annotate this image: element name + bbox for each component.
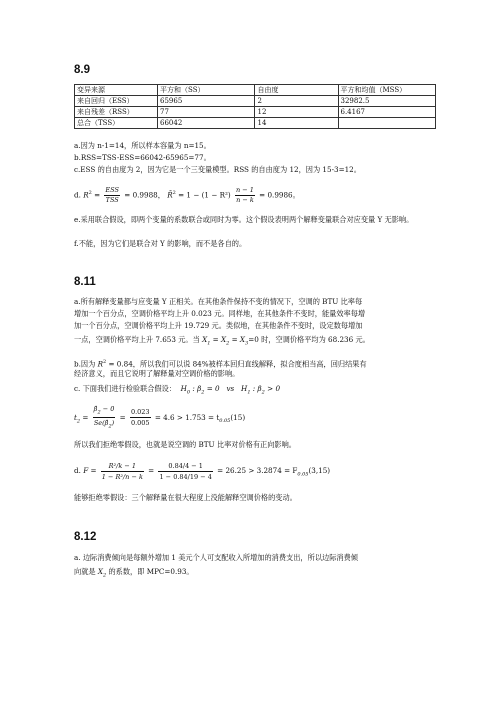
answer-text: b.因为 xyxy=(74,359,96,369)
answer-8-11-c-line2: 所以我们拒绝零假设，也就是说空调的 BTU 比率对价格有正向影响。 xyxy=(74,440,296,449)
formula-x2-symbol: $X_2$ xyxy=(97,567,107,579)
formula-denominator: $Se(\betâ_2)$ xyxy=(93,419,115,430)
formula-t-result: = 4.6 > 1.753 = t xyxy=(154,412,220,422)
formula-adj-r2-symbol: R̄ xyxy=(167,190,173,200)
section-heading-8-12: 8.12 xyxy=(74,531,97,543)
formula-f-symbol: F xyxy=(83,466,89,475)
answer-8-9-f: f.不能，因为它们是联合对 Y 的影响，而不是各自的。 xyxy=(74,239,247,248)
table-cell: 14 xyxy=(255,118,338,129)
answer-8-11-c-tstat: $t_2$ = $\frac{\betâ_2 - 0}{Se(\betâ_2)}$ = $\frac{0.023}{0.005}$ = $4.6 > 1.753 = t_{0.05}(15)$ xyxy=(74,405,246,430)
formula-label: d. xyxy=(74,190,81,200)
formula-t-symbol: $t_2$ xyxy=(74,412,81,425)
formula-denominator: TSS xyxy=(105,195,119,204)
table-cell: 77 xyxy=(158,107,255,118)
table-header-row xyxy=(75,85,436,96)
formula-f-values-fraction xyxy=(158,461,212,482)
answer-8-9-d: d. $R^2$ = $\frac{\text{ESS}}{\text{TSS}}$ = 0.9988， R̄$^2$ = 1 − (1 − R²) $\frac{n - 1}{n - k}$ = 0.9986。 xyxy=(74,185,300,204)
table-cell: 2 xyxy=(255,96,338,107)
formula-numerator: 0.84/4 − 1 xyxy=(158,461,212,472)
formula-r2-symbol: R xyxy=(97,359,103,369)
formula-f-fraction xyxy=(101,461,144,482)
formula-denominator: n − k xyxy=(236,195,254,204)
table-row xyxy=(75,107,436,118)
answer-8-11-c-line1 xyxy=(74,384,434,397)
formula-t-fraction xyxy=(93,404,116,432)
table-cell: 总合（TSS） xyxy=(75,118,158,129)
answer-8-12-a-line1: a. 边际消费倾向是每额外增加 1 美元个人可支配收入所增加的消费支出，所以边际消费倾 xyxy=(74,553,358,562)
answer-8-9-e: e.采用联合假设，即两个变量的系数联合或同时为零。这个假设表明两个解释变量联合对应变量 Y 无影响。 xyxy=(74,215,414,224)
formula-adj-r2-value: = 0.9986 xyxy=(259,190,293,200)
formula-numerator: n − 1 xyxy=(235,185,254,194)
formula-df: (15) xyxy=(230,412,246,422)
answer-text: =0 时，空调价格平均为 68.236 元。 xyxy=(248,335,370,344)
answer-text: 一点，空调价格平均上升 7.653 元。当 xyxy=(74,335,200,344)
answer-8-9-a: a.因为 n-1=14，所以样本容量为 n=15。 xyxy=(74,141,211,150)
answer-8-9-b: b.RSS=TSS-ESS=66042-65965=77。 xyxy=(74,153,211,162)
formula-numerator: ESS xyxy=(105,185,119,194)
table-header-cell: 变异来源 xyxy=(75,85,158,96)
table-header-cell: 平方和（SS） xyxy=(158,85,255,96)
section-heading-8-11: 8.11 xyxy=(74,276,96,288)
anova-table xyxy=(74,84,436,129)
answer-text: = 0.84，所以我们可以说 84%被样本回归直线解释，拟合度相当高，回归结果有 xyxy=(108,359,367,369)
formula-numerator: $\betâ_2 - 0$ xyxy=(93,404,116,418)
table-cell: 6.4167 xyxy=(338,107,436,118)
table-cell: 65965 xyxy=(158,96,255,107)
table-header-cell: 平方和均值（MSS） xyxy=(338,85,436,96)
table-cell xyxy=(338,118,436,129)
formula-df-fraction xyxy=(235,186,255,205)
formula-x-vars: $X_1 = X_2 = X_3$ xyxy=(202,335,249,347)
table-cell: 66042 xyxy=(158,118,255,129)
formula-ess-tss-fraction xyxy=(104,186,120,205)
answer-8-11-b-line2: 经济意义，而且它说明了解释量对空调价格的影响。 xyxy=(74,369,240,378)
answer-text: 向就是 xyxy=(74,567,96,576)
table-cell: 12 xyxy=(255,107,338,118)
table-cell: 来自回归（ESS） xyxy=(75,96,158,107)
answer-text: c. 下面我们进行检验联合假设： xyxy=(74,384,177,393)
formula-denominator: 1 − 0.84/19 − 4 xyxy=(159,472,212,481)
formula-subscript: 0.05 xyxy=(297,471,309,478)
formula-numerator: R²/k − 1 xyxy=(101,461,144,472)
table-cell: 32982.5 xyxy=(338,96,436,107)
answer-8-11-d-fstat: d. F = $\frac{\text{R²/k − 1}}{\text{1 − R²/n − k}}$ = $\frac{0.84/4 - 1}{1 - 0.84/19 - 4}$ = $26.25 > 3.2874 = F_{0.05}(3,15)$ xyxy=(74,461,331,481)
formula-subscript: 0.05 xyxy=(219,418,231,425)
answer-8-12-a-line2 xyxy=(74,567,434,580)
answer-8-11-a-line3: 加一个百分点，空调价格平均上升 19.729 元。类似地，在其他条件不变时，设定数每增加 xyxy=(74,321,363,330)
formula-denominator: 1 − R²/n − k xyxy=(101,472,143,481)
formula-adj-r2-expr: = 1 − (1 − R²) xyxy=(178,190,231,200)
answer-8-9-c: c.ESS 的自由度为 2，因为它是一个三变量模型。RSS 的自由度为 12，因为 15-3=12。 xyxy=(74,165,361,174)
answer-8-11-d-line2: 能够拒绝零假设：三个解释量在很大程度上没能解释空调价格的变动。 xyxy=(74,493,297,502)
formula-denominator: 0.005 xyxy=(130,419,150,428)
formula-label: d. xyxy=(74,466,81,475)
table-row xyxy=(75,118,436,129)
formula-r2-symbol: R xyxy=(83,190,89,200)
answer-8-11-b-line1: b.因为 $R^2 = 0.84$，所以我们可以说 84%被样本回归直线解释，拟合度相当高，回归结果有 xyxy=(74,359,367,369)
table-header-cell: 自由度 xyxy=(255,85,338,96)
section-heading-8-9: 8.9 xyxy=(74,64,90,76)
answer-8-11-a-line4 xyxy=(74,335,434,348)
formula-t-values-fraction xyxy=(130,407,151,428)
formula-df: (3,15) xyxy=(308,466,331,475)
formula-r2-value: = 0.9988 xyxy=(124,190,158,200)
formula-numerator: 0.023 xyxy=(130,408,150,417)
answer-8-11-a-line1: a.所有解释变量都与应变量 Y 正相关。在其他条件保持不变的情况下，空调的 BTU 比率每 xyxy=(74,297,363,306)
answer-text: 的系数，即 MPC=0.93。 xyxy=(108,567,194,576)
formula-hypotheses: $H_0$ : $\beta_2 = 0$ vs $H_1$ : $\beta_2 > 0$ xyxy=(178,384,281,396)
formula-equals: = xyxy=(94,190,101,200)
table-cell: 来自残差（RSS） xyxy=(75,107,158,118)
answer-8-11-a-line2: 增加一个百分点，空调价格平均上升 0.023 元。同样地，在其他条件不变时，能量效率每增 xyxy=(74,309,366,318)
table-row xyxy=(75,96,436,107)
formula-f-result: = 26.25 > 3.2874 = F xyxy=(217,466,298,475)
